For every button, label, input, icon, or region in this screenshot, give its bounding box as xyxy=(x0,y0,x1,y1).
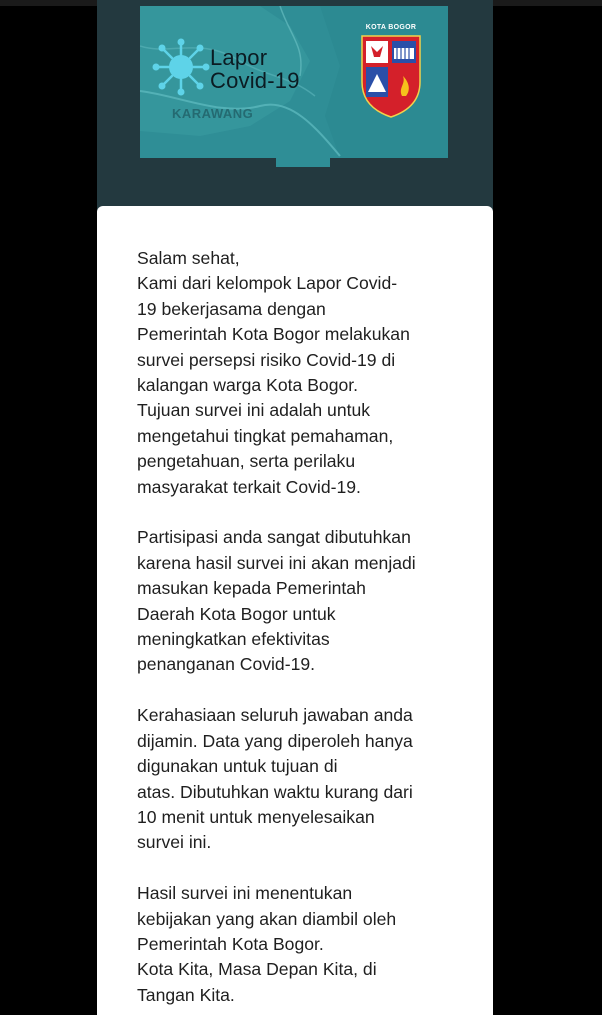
header-banner-image xyxy=(140,6,448,158)
description-paragraph-3: Kerahasiaan seluruh jawaban anda dijamin. Data yang diperoleh hanya digunakan untuk tujuan di atas. Dibutuhkan waktu kurang dari 10 menit untuk menyelesaikan survei ini. xyxy=(137,705,413,853)
kota-bogor-crest xyxy=(356,24,426,119)
virus-icon xyxy=(150,36,212,98)
form-description xyxy=(137,246,467,1015)
map-region-label: KARAWANG xyxy=(172,106,254,121)
banner-title-line-1: Lapor xyxy=(210,45,268,70)
form-header xyxy=(97,0,493,230)
banner-title xyxy=(210,46,300,92)
crest-shield-icon xyxy=(356,24,426,119)
description-paragraph-4: Hasil survei ini menentukan kebijakan yang akan diambil oleh Pemerintah Kota Bogor. Kota Kita, Masa Depan Kita, di Tangan Kita. xyxy=(137,883,397,1005)
description-card xyxy=(97,206,493,1015)
description-paragraph-2: Partisipasi anda sangat dibutuhkan karena hasil survei ini akan menjadi masukan kepada Pemerintah Daerah Kota Bogor untuk meningkatkan efektivitas penanganan Covid-19. xyxy=(137,527,416,675)
crest-label: KOTA BOGOR xyxy=(365,24,417,31)
banner-title-line-2: Covid-19 xyxy=(210,68,300,93)
description-paragraph-1: Salam sehat, Kami dari kelompok Lapor Covid- 19 bekerjasama dengan Pemerintah Kota Bogor melakukan survei persepsi risiko Covid-19 di kalangan warga Kota Bogor. Tujuan survei ini adalah untuk mengetahui tingkat pemahaman, pengetahuan, serta perilaku masyarakat terkait Covid-19. xyxy=(137,248,410,497)
banner-tab xyxy=(276,158,330,167)
